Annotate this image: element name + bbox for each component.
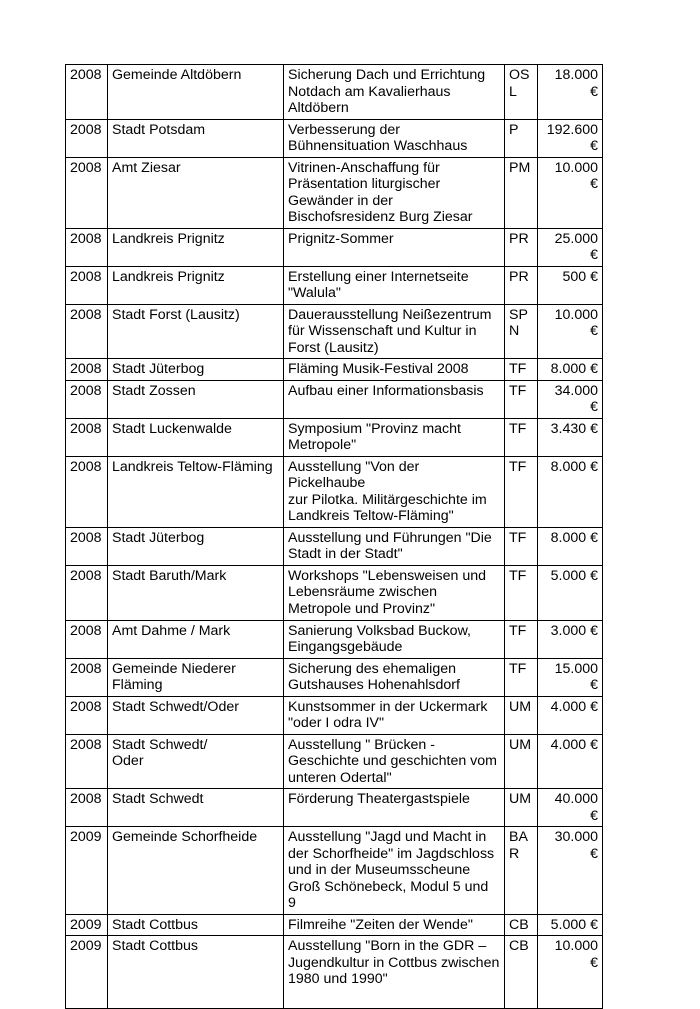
table-row xyxy=(66,527,603,565)
region-text: SP N xyxy=(509,306,528,339)
table-row xyxy=(66,658,603,696)
year-text: 2008 xyxy=(70,306,102,323)
amount-cell xyxy=(538,827,603,915)
region-text: BA R xyxy=(509,829,528,862)
region-text: TF xyxy=(509,529,527,546)
amount-text: 8.000 € xyxy=(550,458,598,475)
amount-text: 3.430 € xyxy=(550,420,598,437)
year-cell xyxy=(66,734,108,789)
year-text: 2009 xyxy=(70,829,102,845)
project-cell xyxy=(284,359,505,381)
recipient-cell xyxy=(108,418,284,456)
region-text: UM xyxy=(509,736,532,753)
recipient-cell xyxy=(108,936,284,1009)
project-cell xyxy=(284,266,505,304)
year-cell xyxy=(66,65,108,120)
year-text: 2008 xyxy=(70,529,102,546)
year-text: 2008 xyxy=(70,230,102,247)
recipient-cell xyxy=(108,565,284,620)
project-text: Sicherung Dach und Errichtung Notdach am Kavalierhaus Altdöbern xyxy=(288,67,486,116)
recipient-text: Landkreis Prignitz xyxy=(112,268,225,285)
recipient-text: Stadt Jüterbog xyxy=(112,529,205,546)
recipient-cell xyxy=(108,456,284,527)
year-text: 2008 xyxy=(70,622,102,639)
recipient-cell xyxy=(108,380,284,418)
recipient-text: Amt Ziesar xyxy=(112,159,181,176)
year-text: 2008 xyxy=(70,268,102,285)
amount-cell xyxy=(538,734,603,789)
region-text: TF xyxy=(509,420,527,437)
amount-text: 15.000 € xyxy=(554,660,598,693)
recipient-cell xyxy=(108,696,284,734)
amount-cell xyxy=(538,696,603,734)
year-cell xyxy=(66,119,108,157)
project-text: Dauerausstellung Neißezentrum für Wissenschaft und Kultur in Forst (Lausitz) xyxy=(288,306,492,356)
region-text: TF xyxy=(509,567,527,584)
amount-cell xyxy=(538,565,603,620)
year-cell xyxy=(66,620,108,658)
table-row xyxy=(66,266,603,304)
recipient-text: Landkreis Prignitz xyxy=(112,230,225,247)
recipient-text: Gemeinde Schorfheide xyxy=(112,829,258,845)
region-cell xyxy=(505,304,538,359)
region-text: UM xyxy=(509,791,532,807)
project-cell xyxy=(284,380,505,418)
amount-text: 4.000 € xyxy=(550,698,598,715)
project-text: Kunstsommer in der Uckermark "oder I odra IV" xyxy=(288,698,488,731)
table-row xyxy=(66,418,603,456)
grants-table-body xyxy=(66,65,603,1009)
year-cell xyxy=(66,304,108,359)
year-cell xyxy=(66,527,108,565)
amount-text: 10.000 € xyxy=(554,938,598,971)
table-row xyxy=(66,304,603,359)
year-text: 2008 xyxy=(70,159,102,176)
recipient-text: Stadt Cottbus xyxy=(112,916,198,933)
year-text: 2008 xyxy=(70,791,102,807)
project-cell xyxy=(284,157,505,228)
year-cell xyxy=(66,658,108,696)
project-text: Prignitz-Sommer xyxy=(288,230,394,247)
amount-text: 10.000 € xyxy=(554,159,598,192)
region-text: CB xyxy=(509,916,529,933)
region-text: TF xyxy=(509,361,527,377)
region-text: PR xyxy=(509,230,529,247)
amount-cell xyxy=(538,658,603,696)
recipient-text: Stadt Cottbus xyxy=(112,938,198,954)
year-text: 2008 xyxy=(70,736,102,753)
region-text: TF xyxy=(509,458,527,475)
year-text: 2008 xyxy=(70,361,102,377)
year-text: 2009 xyxy=(70,916,102,933)
region-cell xyxy=(505,456,538,527)
table-row xyxy=(66,380,603,418)
amount-text: 3.000 € xyxy=(550,622,598,639)
amount-text: 10.000 € xyxy=(554,306,598,339)
project-text: Erstellung einer Internetseite "Walula" xyxy=(288,268,469,301)
table-row xyxy=(66,119,603,157)
recipient-text: Amt Dahme / Mark xyxy=(112,622,231,639)
year-cell xyxy=(66,157,108,228)
year-cell xyxy=(66,565,108,620)
recipient-cell xyxy=(108,359,284,381)
recipient-cell xyxy=(108,304,284,359)
recipient-cell xyxy=(108,914,284,936)
year-text: 2008 xyxy=(70,382,102,399)
recipient-cell xyxy=(108,527,284,565)
project-text: Workshops "Lebensweisen und Lebensräume zwischen Metropole und Provinz" xyxy=(288,567,487,617)
amount-cell xyxy=(538,266,603,304)
year-cell xyxy=(66,827,108,915)
year-cell xyxy=(66,789,108,827)
region-cell xyxy=(505,418,538,456)
recipient-cell xyxy=(108,228,284,266)
recipient-text: Gemeinde Altdöbern xyxy=(112,67,242,83)
year-cell xyxy=(66,936,108,1009)
amount-text: 8.000 € xyxy=(550,529,598,546)
project-cell xyxy=(284,827,505,915)
year-cell xyxy=(66,418,108,456)
project-cell xyxy=(284,914,505,936)
region-text: PR xyxy=(509,268,529,285)
project-text: Sicherung des ehemaligen Gutshauses Hohenahlsdorf xyxy=(288,660,460,693)
amount-cell xyxy=(538,228,603,266)
table-row xyxy=(66,936,603,1009)
year-cell xyxy=(66,380,108,418)
region-cell xyxy=(505,527,538,565)
region-text: TF xyxy=(509,382,527,399)
year-text: 2008 xyxy=(70,458,102,475)
amount-cell xyxy=(538,157,603,228)
project-text: Sanierung Volksbad Buckow, Eingangsgebäude xyxy=(288,622,471,655)
region-cell xyxy=(505,936,538,1009)
year-text: 2008 xyxy=(70,420,102,437)
table-row xyxy=(66,734,603,789)
project-text: Fläming Musik-Festival 2008 xyxy=(288,361,469,377)
project-cell xyxy=(284,527,505,565)
amount-text: 30.000 € xyxy=(554,829,598,862)
region-cell xyxy=(505,696,538,734)
recipient-text: Stadt Baruth/Mark xyxy=(112,567,227,584)
recipient-text: Stadt Potsdam xyxy=(112,121,206,138)
amount-cell xyxy=(538,359,603,381)
year-cell xyxy=(66,266,108,304)
project-text: Filmreihe "Zeiten der Wende" xyxy=(288,916,473,933)
amount-text: 192.600 € xyxy=(546,121,598,154)
table-row xyxy=(66,456,603,527)
amount-text: 25.000 € xyxy=(554,230,598,263)
year-text: 2008 xyxy=(70,660,102,677)
table-row xyxy=(66,228,603,266)
year-text: 2008 xyxy=(70,698,102,715)
recipient-text: Stadt Schwedt/ Oder xyxy=(112,736,208,769)
amount-cell xyxy=(538,119,603,157)
region-cell xyxy=(505,266,538,304)
recipient-text: Stadt Schwedt/Oder xyxy=(112,698,239,715)
recipient-text: Landkreis Teltow-Fläming xyxy=(112,458,273,475)
project-cell xyxy=(284,696,505,734)
recipient-cell xyxy=(108,157,284,228)
amount-cell xyxy=(538,380,603,418)
project-cell xyxy=(284,936,505,1009)
amount-text: 4.000 € xyxy=(550,736,598,753)
amount-cell xyxy=(538,304,603,359)
year-cell xyxy=(66,359,108,381)
recipient-cell xyxy=(108,620,284,658)
recipient-cell xyxy=(108,119,284,157)
project-cell xyxy=(284,734,505,789)
amount-text: 5.000 € xyxy=(550,916,598,933)
region-text: OS L xyxy=(509,67,530,100)
project-cell xyxy=(284,65,505,120)
table-row xyxy=(66,827,603,915)
region-text: TF xyxy=(509,660,527,677)
region-text: UM xyxy=(509,698,532,715)
year-text: 2009 xyxy=(70,938,102,954)
year-cell xyxy=(66,228,108,266)
region-cell xyxy=(505,658,538,696)
table-row xyxy=(66,157,603,228)
recipient-cell xyxy=(108,658,284,696)
region-cell xyxy=(505,228,538,266)
amount-cell xyxy=(538,65,603,120)
year-text: 2008 xyxy=(70,67,102,83)
recipient-text: Stadt Forst (Lausitz) xyxy=(112,306,240,323)
recipient-text: Stadt Jüterbog xyxy=(112,361,205,377)
region-cell xyxy=(505,565,538,620)
project-cell xyxy=(284,620,505,658)
project-text: Ausstellung "Jagd und Macht in der Schorfheide" im Jagdschloss und in der Museumsscheune Groß Schönebeck, Modul 5 und 9 xyxy=(288,829,495,911)
project-text: Ausstellung " Brücken - Geschichte und geschichten vom unteren Odertal" xyxy=(288,736,497,786)
amount-cell xyxy=(538,620,603,658)
project-cell xyxy=(284,789,505,827)
project-cell xyxy=(284,456,505,527)
region-cell xyxy=(505,359,538,381)
amount-text: 34.000 € xyxy=(554,382,598,415)
project-cell xyxy=(284,418,505,456)
year-cell xyxy=(66,696,108,734)
table-row xyxy=(66,789,603,827)
table-row xyxy=(66,359,603,381)
amount-cell xyxy=(538,418,603,456)
project-text: Ausstellung und Führungen "Die Stadt in der Stadt" xyxy=(288,529,492,562)
region-text: P xyxy=(509,121,519,138)
region-text: CB xyxy=(509,938,529,954)
amount-text: 8.000 € xyxy=(550,361,598,377)
project-text: Symposium "Provinz macht Metropole" xyxy=(288,420,461,453)
recipient-text: Stadt Luckenwalde xyxy=(112,420,232,437)
project-cell xyxy=(284,658,505,696)
amount-text: 500 € xyxy=(562,268,598,285)
amount-cell xyxy=(538,914,603,936)
table-row xyxy=(66,914,603,936)
recipient-text: Stadt Schwedt xyxy=(112,791,204,807)
project-text: Ausstellung "Born in the GDR – Jugendkultur in Cottbus zwischen 1980 und 1990" xyxy=(288,938,500,987)
recipient-cell xyxy=(108,789,284,827)
project-text: Ausstellung "Von der Pickelhaube zur Pilotka. Militärgeschichte im Landkreis Teltow-Fläming" xyxy=(288,458,487,524)
region-text: PM xyxy=(509,159,531,176)
year-text: 2008 xyxy=(70,121,102,138)
region-cell xyxy=(505,157,538,228)
project-cell xyxy=(284,565,505,620)
year-cell xyxy=(66,456,108,527)
amount-cell xyxy=(538,789,603,827)
table-row xyxy=(66,696,603,734)
recipient-cell xyxy=(108,65,284,120)
year-cell xyxy=(66,914,108,936)
amount-text: 5.000 € xyxy=(550,567,598,584)
recipient-text: Stadt Zossen xyxy=(112,382,196,399)
recipient-text: Gemeinde Niederer Fläming xyxy=(112,660,236,693)
region-cell xyxy=(505,734,538,789)
table-row xyxy=(66,65,603,120)
region-cell xyxy=(505,914,538,936)
amount-text: 40.000 € xyxy=(554,791,598,824)
recipient-cell xyxy=(108,827,284,915)
project-cell xyxy=(284,119,505,157)
project-text: Aufbau einer Informationsbasis xyxy=(288,382,484,399)
table-row xyxy=(66,565,603,620)
amount-text: 18.000 € xyxy=(554,67,598,100)
region-cell xyxy=(505,789,538,827)
region-cell xyxy=(505,65,538,120)
amount-cell xyxy=(538,936,603,1009)
project-text: Förderung Theatergastspiele xyxy=(288,791,470,807)
recipient-cell xyxy=(108,734,284,789)
region-cell xyxy=(505,827,538,915)
year-text: 2008 xyxy=(70,567,102,584)
amount-cell xyxy=(538,527,603,565)
project-text: Vitrinen-Anschaffung für Präsentation liturgischer Gewänder in der Bischofsresidenz Burg Ziesar xyxy=(288,159,473,225)
amount-cell xyxy=(538,456,603,527)
grants-table xyxy=(65,64,603,1009)
region-text: TF xyxy=(509,622,527,639)
project-cell xyxy=(284,228,505,266)
region-cell xyxy=(505,620,538,658)
region-cell xyxy=(505,119,538,157)
project-cell xyxy=(284,304,505,359)
region-cell xyxy=(505,380,538,418)
recipient-cell xyxy=(108,266,284,304)
project-text: Verbesserung der Bühnensituation Waschhaus xyxy=(288,121,468,154)
table-row xyxy=(66,620,603,658)
